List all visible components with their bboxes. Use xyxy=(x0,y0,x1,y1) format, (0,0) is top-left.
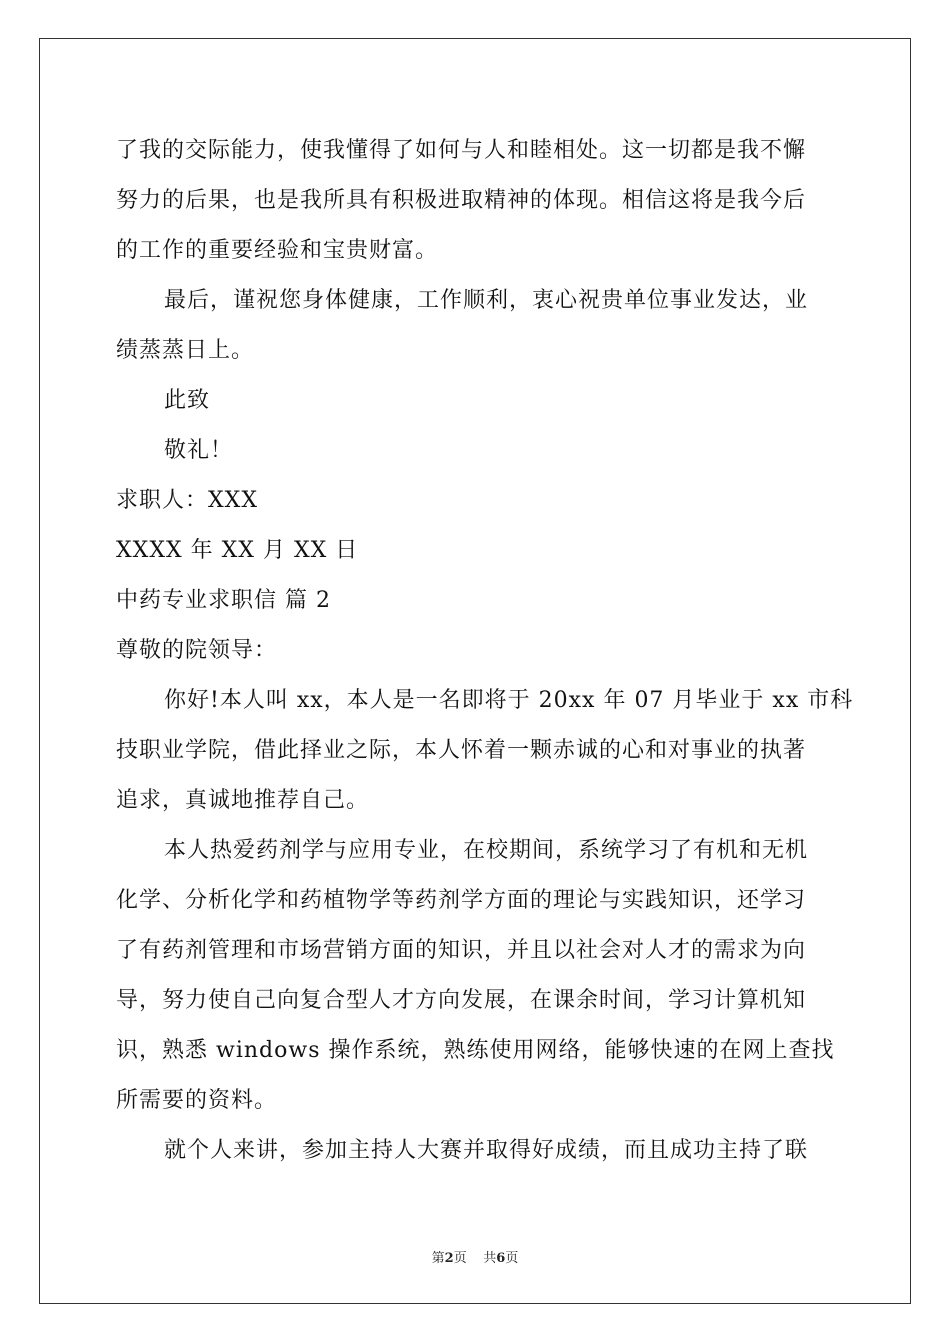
page-number: 2 xyxy=(444,1251,454,1266)
text-line: 就个人来讲，参加主持人大赛并取得好成绩，而且成功主持了联 xyxy=(164,1138,809,1163)
salutation-regards: 敬礼！ xyxy=(164,438,234,463)
text-line: 导，努力使自己向复合型人才方向发展，在课余时间，学习计算机知 xyxy=(116,988,807,1013)
text-line: 识，熟悉 windows 操作系统，熟练使用网络，能够快速的在网上查找 xyxy=(116,1038,835,1063)
salutation-closing: 此致 xyxy=(164,388,211,413)
text-line: 的工作的重要经验和宝贵财富。 xyxy=(116,238,439,263)
total-prefix: 共 xyxy=(483,1251,497,1266)
page-footer xyxy=(0,1247,950,1266)
page-prefix: 第 xyxy=(431,1251,445,1266)
text-line: 努力的后果，也是我所具有积极进取精神的体现。相信这将是我今后 xyxy=(116,188,807,213)
total-pages: 6 xyxy=(496,1251,506,1266)
text-line: 追求，真诚地推荐自己。 xyxy=(116,788,370,813)
total-suffix: 页 xyxy=(505,1251,519,1266)
applicant-line: 求职人：XXX xyxy=(116,488,258,513)
date-line: XXXX 年 XX 月 XX 日 xyxy=(116,538,359,563)
text-line: 所需要的资料。 xyxy=(116,1088,278,1113)
text-line: 化学、分析化学和药植物学等药剂学方面的理论与实践知识，还学习 xyxy=(116,888,807,913)
text-line: 你好!本人叫 xx，本人是一名即将于 20xx 年 07 月毕业于 xx 市科 xyxy=(164,688,854,713)
section-title: 中药专业求职信 篇 2 xyxy=(116,588,331,613)
text-line: 了有药剂管理和市场营销方面的知识，并且以社会对人才的需求为向 xyxy=(116,938,807,963)
text-line: 技职业学院，借此择业之际，本人怀着一颗赤诚的心和对事业的执著 xyxy=(116,738,807,763)
text-line: 了我的交际能力，使我懂得了如何与人和睦相处。这一切都是我不懈 xyxy=(116,138,807,163)
page-suffix: 页 xyxy=(453,1251,467,1266)
text-line: 最后，谨祝您身体健康，工作顺利，衷心祝贵单位事业发达，业 xyxy=(164,288,809,313)
text-line: 绩蒸蒸日上。 xyxy=(116,338,255,363)
text-line: 本人热爱药剂学与应用专业，在校期间，系统学习了有机和无机 xyxy=(164,838,809,863)
document-body xyxy=(116,126,854,1176)
greeting-line: 尊敬的院领导： xyxy=(116,638,278,663)
